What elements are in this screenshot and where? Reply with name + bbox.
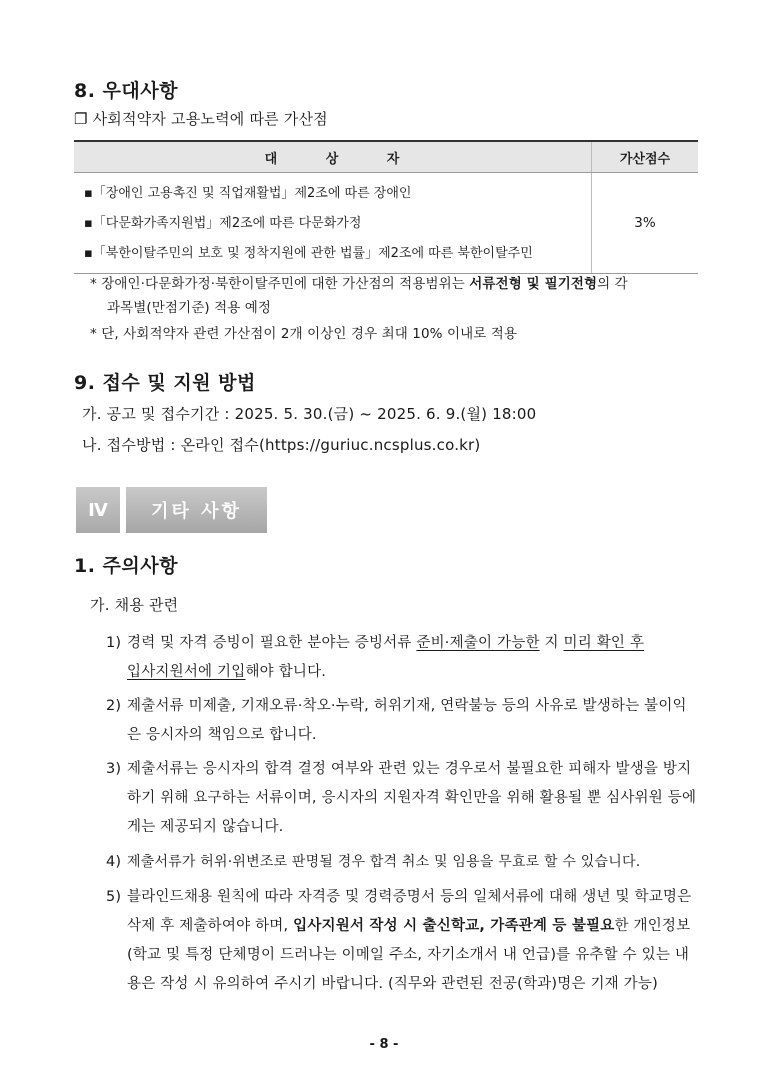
note-bonus-limit: * 단, 사회적약자 관련 가산점이 2개 이상인 경우 최대 10% 이내로 적용 [90,326,518,342]
col-header-target: 대 상 자 [74,141,592,173]
bonus-points-table [74,140,698,274]
application-method: 나. 접수방법 : 온라인 접수(https://guriuc.ncsplus.co.kr) [82,436,481,454]
notice-subheading: 가. 채용 관련 [90,596,179,614]
notice-heading: 1. 주의사항 [74,555,178,577]
section-title-banner: 기타 사항 [126,487,267,533]
notice-item-4: 4) 제출서류가 허위·위변조로 판명될 경우 합격 취소 및 임용을 무효로 할 수 있습니다. [106,854,641,870]
note-bonus-scope: * 장애인·다문화가정·북한이탈주민에 대한 가산점의 적용범위는 서류전형 및 필기전형의 각 과목별(만점기준) 적용 예정 [90,276,628,316]
application-period: 가. 공고 및 접수기간 : 2025. 5. 30.(금) ~ 2025. 6. 9.(월) 18:00 [82,405,537,423]
section-roman-numeral: Ⅳ [76,487,120,533]
target-row-disabled: ▪「장애인 고용촉진 및 직업재활법」제2조에 따른 장애인 [84,186,412,201]
bonus-subheading: ❐ 사회적약자 고용노력에 따른 가산점 [74,110,328,128]
target-row-defector: ▪「북한이탈주민의 보호 및 정착지원에 관한 법률」제2조에 따른 북한이탈주민 [84,246,533,261]
section-8-heading: 8. 우대사항 [74,80,178,102]
target-row-multicultural: ▪「다문화가족지원법」제2조에 따른 다문화가정 [84,216,362,231]
notice-item-1: 1) 경력 및 자격 증빙이 필요한 분야는 증빙서류 준비·제출이 가능한 지 미리 확인 후 입사지원서에 기입해야 합니다. [106,635,645,680]
notice-item-2: 2) 제출서류 미제출, 기재오류·착오·누락, 허위기재, 연락불능 등의 사유로 발생하는 불이익은 응시자의 책임으로 합니다. [106,698,687,743]
target-list-cell [74,173,592,274]
notice-item-3: 3) 제출서류는 응시자의 합격 결정 여부와 관련 있는 경우로서 불필요한 피해자 발생을 방지하기 위해 요구하는 서류이며, 응시자의 지원자격 확인만을 위해 활용될 뿐 심사위원 등에게는 제공되지 않습니다. [106,761,697,835]
page-number: - 8 - [369,1037,399,1052]
col-header-score: 가산점수 [592,141,699,173]
section-9-heading: 9. 접수 및 지원 방법 [74,372,256,394]
notice-item-5: 5) 블라인드채용 원칙에 따라 자격증 및 경력증명서 등의 일체서류에 대해 생년 및 학교명은 삭제 후 제출하여야 하며, 입사지원서 작성 시 출신학교, 가족관계 등 불필요한 개인정보(학교 및 특정 단체명이 드러나는 이메일 주소, 자기소개서 내 언급)를 유추할 수 있는 내용은 작성 시 유의하여 주시기 바랍니다. (직무와 관련된 전공(학과)명은 기재 가능) [106,889,692,992]
score-cell: 3% [592,173,699,274]
